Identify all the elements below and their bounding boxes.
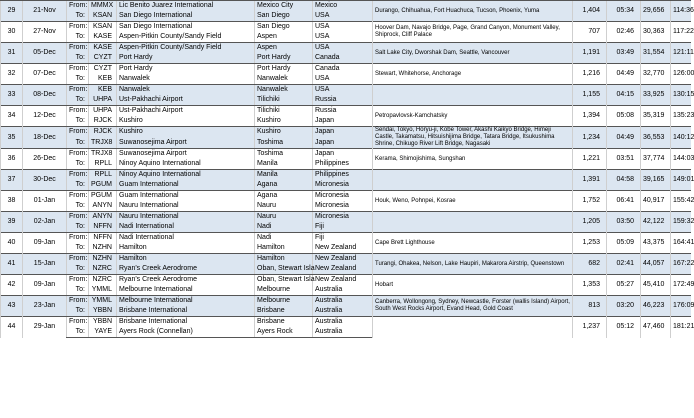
from-city: Mexico City	[255, 1, 313, 12]
leg-date: 09-Jan	[23, 275, 67, 296]
to-label: To:	[67, 180, 89, 191]
leg-distance: 1,752	[573, 191, 607, 212]
from-country: Australia	[313, 296, 373, 307]
to-city: Nadi	[255, 222, 313, 233]
leg-distance: 1,155	[573, 85, 607, 106]
leg-distance: 1,391	[573, 170, 607, 191]
leg-duration: 05:08	[607, 106, 641, 127]
cumulative-distance: 45,410	[641, 275, 671, 296]
to-label: To:	[67, 201, 89, 212]
leg-distance: 707	[573, 22, 607, 43]
sights-en-route: Petropavlovsk-Kamchatsky	[373, 106, 573, 127]
to-label: To:	[67, 306, 89, 317]
cumulative-time: 126:00	[671, 64, 691, 85]
sights-en-route: Hoover Dam, Navajo Bridge, Page, Grand Canyon, Monument Valley, Shiprock, Cliff Palace	[373, 22, 573, 43]
to-airport-name: Kushiro	[117, 116, 255, 127]
to-icao-code: PGUM	[89, 180, 117, 191]
from-city: Oban, Stewart Isla	[255, 275, 313, 286]
to-country: Micronesia	[313, 201, 373, 212]
to-city: Oban, Stewart Isla	[255, 264, 313, 275]
from-label: From:	[67, 296, 89, 307]
from-icao-code: YMML	[89, 296, 117, 307]
sights-en-route: Salt Lake City, Dworshak Dam, Seattle, Vancouver	[373, 43, 573, 64]
to-country: Australia	[313, 285, 373, 296]
leg-date: 21-Nov	[23, 1, 67, 22]
from-city: Aspen	[255, 43, 313, 54]
leg-duration: 05:09	[607, 233, 641, 254]
sights-en-route	[373, 85, 573, 106]
leg-from-row[interactable]	[1, 149, 691, 160]
leg-date: 30-Dec	[23, 170, 67, 191]
from-airport-name: Nauru International	[117, 212, 255, 223]
leg-duration: 05:34	[607, 1, 641, 22]
leg-from-row[interactable]	[1, 317, 691, 328]
cumulative-time: 155:42	[671, 191, 691, 212]
to-country: Fiji	[313, 222, 373, 233]
from-icao-code: KSAN	[89, 22, 117, 33]
to-city: Agana	[255, 180, 313, 191]
leg-number: 34	[1, 106, 23, 127]
leg-duration: 05:12	[607, 317, 641, 338]
from-label: From:	[67, 275, 89, 286]
to-icao-code: ANYN	[89, 201, 117, 212]
to-airport-name: Ayers Rock (Connellan)	[117, 327, 255, 338]
from-icao-code: CYZT	[89, 64, 117, 75]
from-airport-name: Brisbane International	[117, 317, 255, 328]
to-country: USA	[313, 32, 373, 43]
from-airport-name: Suwanosejima Airport	[117, 149, 255, 160]
to-label: To:	[67, 116, 89, 127]
from-icao-code: TRJX8	[89, 149, 117, 160]
to-icao-code: RPLL	[89, 159, 117, 170]
to-country: Canada	[313, 53, 373, 64]
to-icao-code: RJCK	[89, 116, 117, 127]
to-icao-code: KASE	[89, 32, 117, 43]
to-airport-name: Port Hardy	[117, 53, 255, 64]
cumulative-distance: 35,319	[641, 106, 671, 127]
to-icao-code: CYZT	[89, 53, 117, 64]
from-icao-code: NZHN	[89, 254, 117, 265]
cumulative-distance: 37,774	[641, 149, 671, 170]
to-icao-code: NZHN	[89, 243, 117, 254]
to-label: To:	[67, 222, 89, 233]
leg-from-row[interactable]	[1, 254, 691, 265]
from-country: Japan	[313, 149, 373, 160]
from-country: Japan	[313, 127, 373, 138]
cumulative-distance: 44,057	[641, 254, 671, 275]
from-label: From:	[67, 149, 89, 160]
from-airport-name: Kushiro	[117, 127, 255, 138]
leg-date: 05-Dec	[23, 43, 67, 64]
from-country: New Zealand	[313, 254, 373, 265]
leg-from-row[interactable]	[1, 212, 691, 223]
from-label: From:	[67, 317, 89, 328]
from-country: Australia	[313, 317, 373, 328]
flight-legs-body	[1, 1, 694, 338]
from-airport-name: Nanwalek	[117, 85, 255, 96]
to-country: USA	[313, 11, 373, 22]
to-label: To:	[67, 138, 89, 149]
to-city: Ayers Rock	[255, 327, 313, 338]
from-city: Agana	[255, 191, 313, 202]
to-city: Port Hardy	[255, 53, 313, 64]
cumulative-distance: 36,553	[641, 127, 671, 149]
leg-duration: 02:46	[607, 22, 641, 43]
from-icao-code: ANYN	[89, 212, 117, 223]
to-city: Kushiro	[255, 116, 313, 127]
to-airport-name: Ust-Pakhachi Airport	[117, 95, 255, 106]
leg-number: 33	[1, 85, 23, 106]
cumulative-time: 130:15	[671, 85, 691, 106]
leg-distance: 1,234	[573, 127, 607, 149]
to-label: To:	[67, 327, 89, 338]
leg-date: 27-Nov	[23, 22, 67, 43]
from-airport-name: Ninoy Aquino International	[117, 170, 255, 181]
leg-number: 43	[1, 296, 23, 317]
from-airport-name: Guam International	[117, 191, 255, 202]
leg-from-row[interactable]	[1, 85, 691, 96]
cumulative-time: 176:09	[671, 296, 691, 317]
from-airport-name: Port Hardy	[117, 64, 255, 75]
to-label: To:	[67, 95, 89, 106]
leg-distance: 682	[573, 254, 607, 275]
to-airport-name: Nadi International	[117, 222, 255, 233]
to-airport-name: Ryan's Creek Aerodrome	[117, 264, 255, 275]
cumulative-time: 140:12	[671, 127, 691, 149]
from-airport-name: Nadi International	[117, 233, 255, 244]
cumulative-distance: 30,363	[641, 22, 671, 43]
from-city: Nanwalek	[255, 85, 313, 96]
to-airport-name: Nauru International	[117, 201, 255, 212]
to-airport-name: Brisbane International	[117, 306, 255, 317]
leg-duration: 02:41	[607, 254, 641, 275]
from-label: From:	[67, 170, 89, 181]
to-label: To:	[67, 285, 89, 296]
leg-date: 23-Jan	[23, 296, 67, 317]
leg-date: 09-Jan	[23, 233, 67, 254]
cumulative-time: 114:36	[671, 1, 691, 22]
to-city: Brisbane	[255, 306, 313, 317]
to-label: To:	[67, 159, 89, 170]
sights-en-route: Canberra, Wollongong, Sydney, Newcastle, Forster (wallis Island) Airport, South West Rocks Airport, Evand Head, Gold Coast	[373, 296, 573, 317]
from-label: From:	[67, 106, 89, 117]
leg-distance: 1,353	[573, 275, 607, 296]
leg-distance: 1,191	[573, 43, 607, 64]
leg-number: 37	[1, 170, 23, 191]
sights-en-route: Stewart, Whitehorse, Anchorage	[373, 64, 573, 85]
to-icao-code: KSAN	[89, 11, 117, 22]
from-label: From:	[67, 1, 89, 12]
to-country: USA	[313, 74, 373, 85]
sights-en-route: Turangi, Ohakea, Nelson, Lake Haupiri, Makarora Airstrip, Queenstown	[373, 254, 573, 275]
leg-date: 01-Jan	[23, 191, 67, 212]
from-city: Toshima	[255, 149, 313, 160]
from-icao-code: KASE	[89, 43, 117, 54]
to-country: Philippines	[313, 159, 373, 170]
leg-distance: 1,205	[573, 212, 607, 233]
from-country: Micronesia	[313, 191, 373, 202]
leg-date: 08-Dec	[23, 85, 67, 106]
to-icao-code: KEB	[89, 74, 117, 85]
leg-duration: 04:58	[607, 170, 641, 191]
leg-distance: 1,253	[573, 233, 607, 254]
from-icao-code: RJCK	[89, 127, 117, 138]
from-icao-code: NZRC	[89, 275, 117, 286]
to-airport-name: San Diego International	[117, 11, 255, 22]
leg-from-row[interactable]	[1, 106, 691, 117]
cumulative-time: 172:49	[671, 275, 691, 296]
cumulative-time: 135:23	[671, 106, 691, 127]
leg-duration: 03:50	[607, 212, 641, 233]
leg-number: 38	[1, 191, 23, 212]
cumulative-distance: 40,917	[641, 191, 671, 212]
to-city: San Diego	[255, 11, 313, 22]
from-icao-code: MMMX	[89, 1, 117, 12]
from-country: USA	[313, 22, 373, 33]
from-airport-name: Lic Benito Juarez International	[117, 1, 255, 12]
leg-from-row[interactable]	[1, 22, 691, 33]
to-country: New Zealand	[313, 243, 373, 254]
from-city: Nadi	[255, 233, 313, 244]
leg-distance: 1,237	[573, 317, 607, 338]
from-label: From:	[67, 254, 89, 265]
leg-from-row[interactable]	[1, 127, 691, 138]
leg-distance: 813	[573, 296, 607, 317]
to-city: Hamilton	[255, 243, 313, 254]
from-country: Russia	[313, 106, 373, 117]
to-icao-code: NZRC	[89, 264, 117, 275]
sights-en-route: Hobart	[373, 275, 573, 296]
to-city: Melbourne	[255, 285, 313, 296]
to-airport-name: Ninoy Aquino International	[117, 159, 255, 170]
from-icao-code: YBBN	[89, 317, 117, 328]
to-country: Australia	[313, 306, 373, 317]
from-city: Melbourne	[255, 296, 313, 307]
to-city: Aspen	[255, 32, 313, 43]
leg-duration: 04:15	[607, 85, 641, 106]
to-icao-code: UHPA	[89, 95, 117, 106]
to-airport-name: Nanwalek	[117, 74, 255, 85]
to-icao-code: YMML	[89, 285, 117, 296]
leg-number: 30	[1, 22, 23, 43]
from-label: From:	[67, 43, 89, 54]
from-country: USA	[313, 85, 373, 96]
leg-from-row[interactable]	[1, 191, 691, 202]
cumulative-distance: 32,770	[641, 64, 671, 85]
from-city: Port Hardy	[255, 64, 313, 75]
leg-distance: 1,216	[573, 64, 607, 85]
leg-date: 29-Jan	[23, 317, 67, 338]
from-city: Manila	[255, 170, 313, 181]
leg-date: 02-Jan	[23, 212, 67, 233]
leg-number: 39	[1, 212, 23, 233]
from-airport-name: Melbourne International	[117, 296, 255, 307]
leg-date: 18-Dec	[23, 127, 67, 149]
sights-en-route: Durango, Chihuahua, Fort Huachuca, Tucson, Phoenix, Yuma	[373, 1, 573, 22]
cumulative-time: 144:03	[671, 149, 691, 170]
to-airport-name: Aspen-Pitkin County/Sandy Field	[117, 32, 255, 43]
cumulative-distance: 29,656	[641, 1, 671, 22]
from-country: Mexico	[313, 1, 373, 12]
cumulative-distance: 33,925	[641, 85, 671, 106]
to-label: To:	[67, 53, 89, 64]
to-city: Toshima	[255, 138, 313, 149]
from-city: Brisbane	[255, 317, 313, 328]
leg-date: 07-Dec	[23, 64, 67, 85]
from-airport-name: Ryan's Creek Aerodrome	[117, 275, 255, 286]
leg-number: 32	[1, 64, 23, 85]
to-country: Australia	[313, 327, 373, 338]
from-label: From:	[67, 233, 89, 244]
to-label: To:	[67, 264, 89, 275]
to-city: Nauru	[255, 201, 313, 212]
from-airport-name: Aspen-Pitkin County/Sandy Field	[117, 43, 255, 54]
leg-date: 26-Dec	[23, 149, 67, 170]
leg-distance: 1,394	[573, 106, 607, 127]
to-icao-code: TRJX8	[89, 138, 117, 149]
to-icao-code: YAYE	[89, 327, 117, 338]
cumulative-time: 159:32	[671, 212, 691, 233]
to-airport-name: Hamilton	[117, 243, 255, 254]
from-country: Fiji	[313, 233, 373, 244]
from-city: Kushiro	[255, 127, 313, 138]
leg-duration: 04:49	[607, 127, 641, 149]
to-label: To:	[67, 11, 89, 22]
to-label: To:	[67, 243, 89, 254]
from-icao-code: NFFN	[89, 233, 117, 244]
from-label: From:	[67, 127, 89, 138]
leg-date: 12-Dec	[23, 106, 67, 127]
to-country: Japan	[313, 138, 373, 149]
cumulative-time: 117:22	[671, 22, 691, 43]
sights-en-route	[373, 317, 573, 338]
from-icao-code: KEB	[89, 85, 117, 96]
from-city: Tilichiki	[255, 106, 313, 117]
to-icao-code: YBBN	[89, 306, 117, 317]
leg-from-row[interactable]	[1, 233, 691, 244]
leg-from-row[interactable]	[1, 1, 691, 12]
leg-date: 15-Jan	[23, 254, 67, 275]
sights-en-route: Kerama, Shimojishima, Sungshan	[373, 149, 573, 170]
cumulative-distance: 46,223	[641, 296, 671, 317]
leg-duration: 05:27	[607, 275, 641, 296]
to-city: Manila	[255, 159, 313, 170]
from-label: From:	[67, 85, 89, 96]
from-airport-name: Hamilton	[117, 254, 255, 265]
cumulative-distance: 42,122	[641, 212, 671, 233]
to-airport-name: Suwanosejima Airport	[117, 138, 255, 149]
to-label: To:	[67, 74, 89, 85]
cumulative-distance: 47,460	[641, 317, 671, 338]
cumulative-time: 121:11	[671, 43, 691, 64]
leg-duration: 03:20	[607, 296, 641, 317]
leg-number: 31	[1, 43, 23, 64]
from-country: Canada	[313, 64, 373, 75]
sights-en-route: Sendai, Tokyo, Horyu-ji, Kobe Tower, Akashi Kaikyo Bridge, Himeji Castle, Takamatsu, Hitsuishijima Bridge, Tatara Bridge, Itsukushima Shrine, Chikugo River Lift Bridge, Nagasaki	[373, 127, 573, 149]
to-icao-code: NFFN	[89, 222, 117, 233]
sights-en-route: Cape Brett Lighthouse	[373, 233, 573, 254]
cumulative-distance: 43,375	[641, 233, 671, 254]
from-city: Nauru	[255, 212, 313, 223]
to-country: New Zealand	[313, 264, 373, 275]
from-country: New Zealand	[313, 275, 373, 286]
from-label: From:	[67, 212, 89, 223]
leg-number: 41	[1, 254, 23, 275]
from-label: From:	[67, 191, 89, 202]
leg-distance: 1,404	[573, 1, 607, 22]
leg-from-row[interactable]	[1, 296, 691, 307]
to-country: Russia	[313, 95, 373, 106]
leg-duration: 04:49	[607, 64, 641, 85]
leg-number: 40	[1, 233, 23, 254]
leg-duration: 06:41	[607, 191, 641, 212]
from-airport-name: San Diego International	[117, 22, 255, 33]
from-country: Micronesia	[313, 212, 373, 223]
from-icao-code: UHPA	[89, 106, 117, 117]
leg-from-row[interactable]	[1, 64, 691, 75]
from-label: From:	[67, 22, 89, 33]
from-icao-code: PGUM	[89, 191, 117, 202]
leg-from-row[interactable]	[1, 275, 691, 286]
leg-from-row[interactable]	[1, 43, 691, 54]
cumulative-time: 149:01	[671, 170, 691, 191]
leg-number: 29	[1, 1, 23, 22]
leg-number: 42	[1, 275, 23, 296]
cumulative-distance: 39,165	[641, 170, 671, 191]
cumulative-time: 167:22	[671, 254, 691, 275]
from-city: San Diego	[255, 22, 313, 33]
from-country: Philippines	[313, 170, 373, 181]
leg-from-row[interactable]	[1, 170, 691, 181]
from-icao-code: RPLL	[89, 170, 117, 181]
leg-number: 35	[1, 127, 23, 149]
cumulative-distance: 31,554	[641, 43, 671, 64]
sights-en-route	[373, 170, 573, 191]
to-label: To:	[67, 32, 89, 43]
from-city: Hamilton	[255, 254, 313, 265]
leg-distance: 1,221	[573, 149, 607, 170]
to-country: Japan	[313, 116, 373, 127]
to-airport-name: Guam International	[117, 180, 255, 191]
to-city: Nanwalek	[255, 74, 313, 85]
leg-number: 36	[1, 149, 23, 170]
to-city: Tilichiki	[255, 95, 313, 106]
leg-duration: 03:49	[607, 43, 641, 64]
sights-en-route	[373, 212, 573, 233]
to-airport-name: Melbourne International	[117, 285, 255, 296]
sights-en-route: Houk, Weno, Pohnpei, Kosrae	[373, 191, 573, 212]
cumulative-time: 181:21	[671, 317, 691, 338]
leg-number: 44	[1, 317, 23, 338]
from-label: From:	[67, 64, 89, 75]
from-airport-name: Ust-Pakhachi Airport	[117, 106, 255, 117]
cumulative-time: 164:41	[671, 233, 691, 254]
to-country: Micronesia	[313, 180, 373, 191]
leg-duration: 03:51	[607, 149, 641, 170]
from-country: USA	[313, 43, 373, 54]
